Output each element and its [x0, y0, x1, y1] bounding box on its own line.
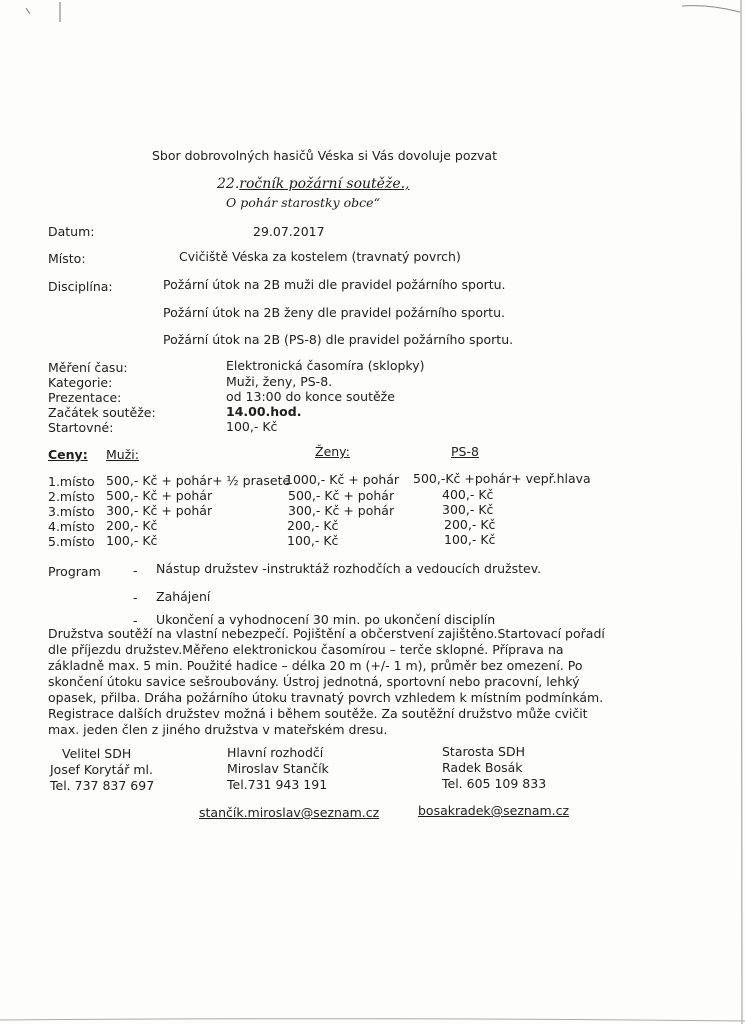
- muzi-prize: 100,- Kč: [106, 533, 158, 548]
- disciplina-item: Požární útok na 2B (PS-8) dle pravidel požárního sportu.: [163, 332, 514, 347]
- competition-subtitle: O pohár starostky obce“: [226, 195, 380, 210]
- place-label: 1.místo: [48, 474, 95, 489]
- scan-mark-top-left: [20, 0, 80, 30]
- place-label: 5.místo: [48, 534, 95, 549]
- program-item: Ukončení a vyhodnocení 30 min. po ukončení disciplín: [156, 612, 496, 627]
- info-value: od 13:00 do konce soutěže: [226, 389, 395, 404]
- contact-name: Radek Bosák: [442, 760, 523, 775]
- program-dash: -: [133, 563, 138, 578]
- rules-paragraph: [48, 626, 618, 738]
- zeny-prize: 100,- Kč: [287, 533, 339, 548]
- zeny-prize: 300,- Kč + pohár: [288, 503, 395, 518]
- datum-value: 29.07.2017: [253, 224, 325, 239]
- paragraph-line: max. jeden člen z jiného družstva v mateřském dresu.: [48, 722, 388, 737]
- program-dash: -: [133, 590, 138, 605]
- contact-name: Miroslav Stančík: [227, 761, 329, 776]
- program-item: Zahájení: [156, 589, 211, 604]
- contact-role: Velitel SDH: [62, 746, 132, 761]
- info-value-start: 14.00.hod.: [226, 404, 302, 419]
- ps8-header: PS-8: [451, 444, 479, 459]
- muzi-prize: 200,- Kč: [106, 518, 158, 533]
- disciplina-item: Požární útok na 2B ženy dle pravidel požárního sportu.: [163, 305, 505, 320]
- info-value: Muži, ženy, PS-8.: [226, 374, 333, 389]
- scan-edge-right: [738, 0, 745, 1024]
- disciplina-item: Požární útok na 2B muži dle pravidel požárního sportu.: [163, 277, 506, 292]
- info-value: 100,- Kč: [226, 419, 278, 434]
- contact-phone: Tel. 737 837 697: [50, 778, 155, 793]
- program-dash: -: [133, 613, 138, 628]
- misto-label: Místo:: [48, 251, 86, 266]
- datum-label: Datum:: [48, 224, 95, 239]
- program-item: Nástup družstev -instruktáž rozhodčích a vedoucích družstev.: [156, 561, 542, 576]
- scan-edge-bottom: [0, 1015, 745, 1024]
- title-prefix: 22.: [217, 176, 240, 192]
- email-link-bosak[interactable]: bosakradek@seznam.cz: [418, 803, 570, 818]
- title-main: ročník požární soutěže.,: [239, 176, 410, 192]
- paragraph-line: Družstva soutěží na vlastní nebezpečí. Pojištění a občerstvení zajištěno.Startovací pořadí: [48, 626, 605, 641]
- ps8-prize: 100,- Kč: [444, 532, 496, 547]
- paragraph-line: Registrace dalších družstev možná i během soutěže. Za soutěžní družstvo může cvičit: [48, 706, 588, 721]
- disciplina-label: Disciplína:: [48, 279, 113, 294]
- ps8-prize: 200,- Kč: [444, 517, 496, 532]
- contact-phone: Tel. 605 109 833: [442, 776, 547, 791]
- ps8-prize: 400,- Kč: [442, 487, 494, 502]
- email-link-stancik[interactable]: stančík.miroslav@seznam.cz: [199, 805, 380, 820]
- place-label: 4.místo: [48, 519, 95, 534]
- contact-role: Hlavní rozhodčí: [227, 745, 324, 760]
- muzi-prize: 500,- Kč + pohár: [106, 488, 213, 503]
- paragraph-line: základně max. 5 min. Použité hadice – délka 20 m (+/- 1 m), průměr bez omezení. Po: [48, 658, 583, 673]
- ps8-prize: 300,- Kč: [442, 502, 494, 517]
- info-label: Kategorie:: [48, 375, 113, 390]
- paragraph-line: opasek, přilba. Dráha požárního útoku travnatý povrch vzhledem k místním podmínkám.: [48, 690, 604, 705]
- zeny-prize: 200,- Kč: [287, 518, 339, 533]
- info-value: Elektronická časomíra (sklopky): [226, 358, 425, 373]
- contact-role: Starosta SDH: [442, 744, 526, 759]
- zeny-prize: 500,- Kč + pohár: [288, 488, 395, 503]
- muzi-prize: 300,- Kč + pohár: [106, 503, 213, 518]
- zeny-header: Ženy:: [315, 444, 350, 459]
- info-label: Měření času:: [48, 360, 128, 375]
- intro-text: Sbor dobrovolných hasičů Véska si Vás dovoluje pozvat: [152, 148, 497, 163]
- paragraph-line: dle příjezdu družstev.Měřeno elektronickou časomírou – terče sklopné. Příprava na: [48, 642, 564, 657]
- info-label: Prezentace:: [48, 390, 122, 405]
- info-label: Začátek soutěže:: [48, 405, 156, 420]
- program-label: Program: [48, 564, 101, 579]
- competition-title: [217, 176, 410, 192]
- muzi-prize: 500,- Kč + pohár+ ½ prasete: [106, 473, 291, 488]
- contact-name: Josef Korytář ml.: [50, 762, 153, 777]
- scan-mark-top-right: [680, 0, 745, 30]
- contact-phone: Tel.731 943 191: [227, 777, 328, 792]
- misto-value: Cvičiště Véska za kostelem (travnatý povrch): [179, 249, 461, 264]
- info-label: Startovné:: [48, 420, 114, 435]
- zeny-prize: 1000,- Kč + pohár: [285, 472, 400, 487]
- ceny-label: Ceny:: [48, 447, 88, 462]
- paragraph-line: skončení útoku savice sešroubovány. Ústroj jednotná, sportovní nebo pracovní, lehký: [48, 674, 580, 689]
- place-label: 3.místo: [48, 504, 95, 519]
- ps8-prize: 500,-Kč +pohár+ vepř.hlava: [413, 471, 591, 486]
- place-label: 2.místo: [48, 489, 95, 504]
- muzi-header: Muži:: [106, 447, 139, 462]
